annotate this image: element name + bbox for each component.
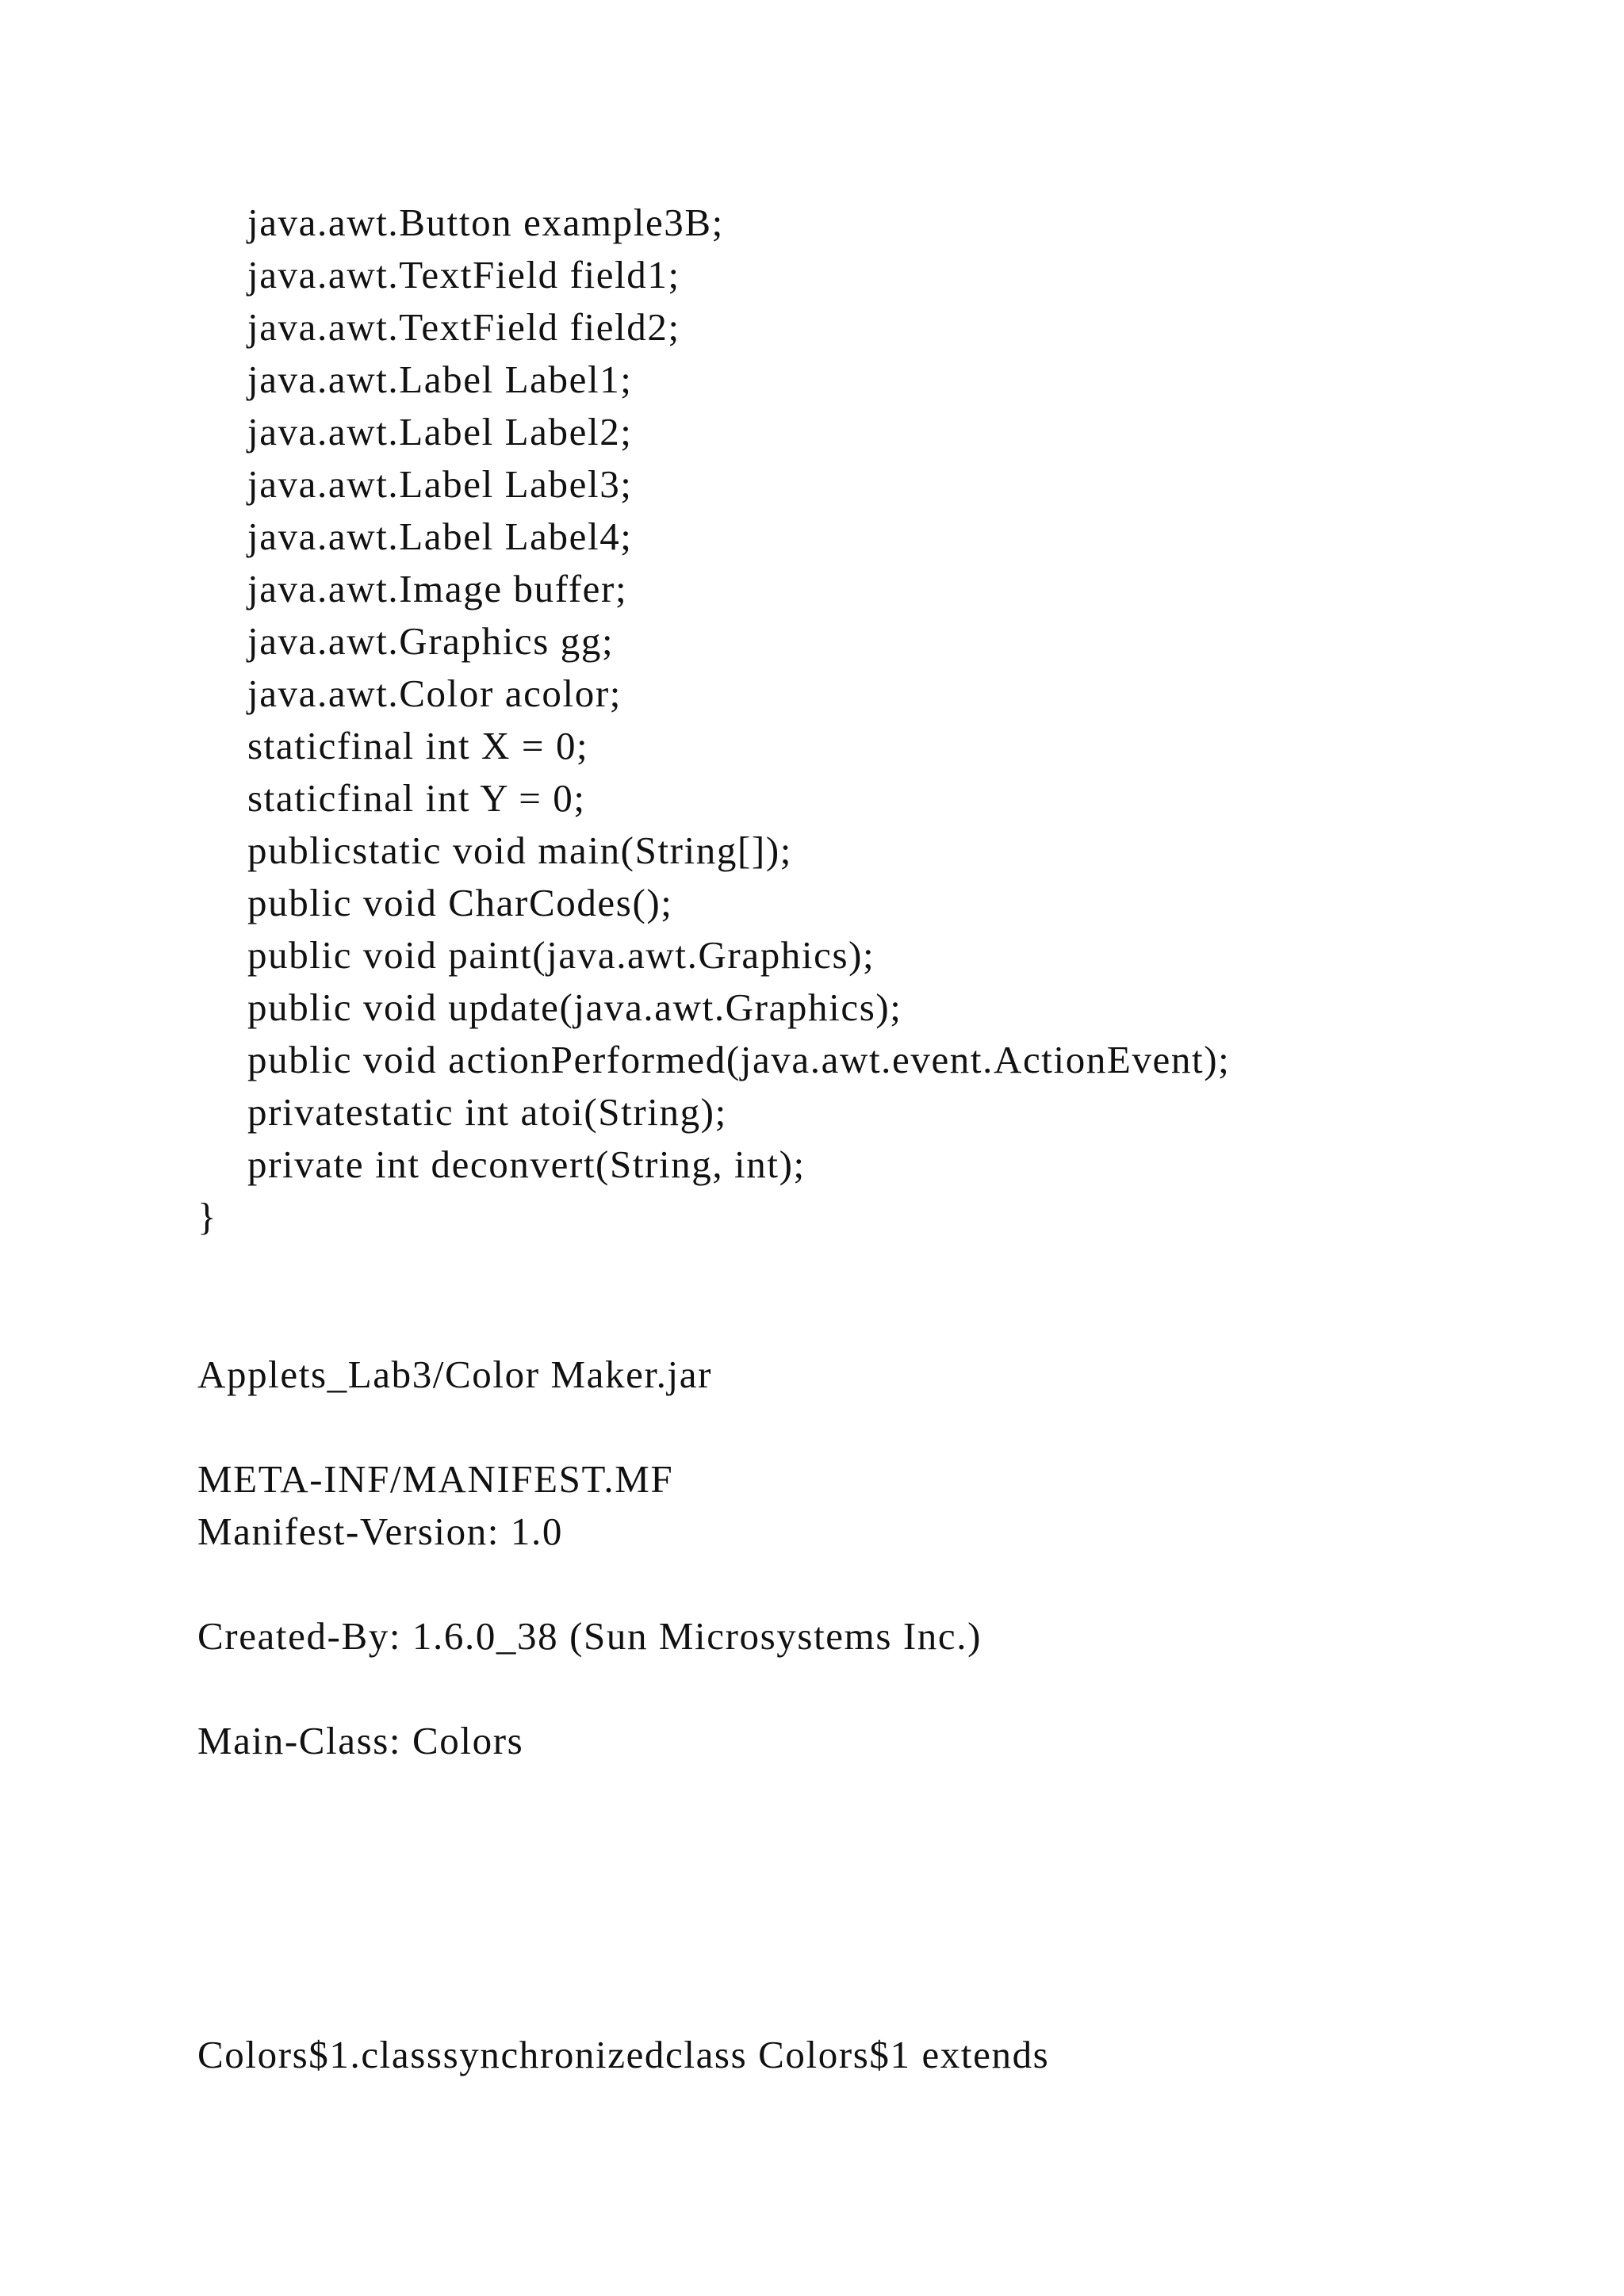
manifest-version: Manifest-Version: 1.0 bbox=[197, 1510, 563, 1553]
code-line: publicstatic void main(String[]); bbox=[247, 828, 792, 872]
closing-brace: } bbox=[197, 1195, 218, 1238]
code-line: public void update(java.awt.Graphics); bbox=[247, 985, 902, 1029]
code-line: public void CharCodes(); bbox=[247, 881, 673, 924]
code-line: java.awt.Button example3B; bbox=[247, 201, 724, 244]
code-line: staticfinal int X = 0; bbox=[247, 724, 589, 767]
code-line: java.awt.Label Label2; bbox=[247, 410, 633, 453]
code-line: privatestatic int atoi(String); bbox=[247, 1090, 727, 1134]
jar-path: Applets_Lab3/Color Maker.jar bbox=[197, 1353, 712, 1396]
code-line: java.awt.TextField field2; bbox=[247, 305, 680, 349]
code-line: java.awt.Graphics gg; bbox=[247, 619, 615, 663]
code-line: public void actionPerformed(java.awt.event.ActionEvent); bbox=[247, 1038, 1231, 1081]
created-by: Created-By: 1.6.0_38 (Sun Microsystems Inc.) bbox=[197, 1614, 982, 1658]
code-line: java.awt.TextField field1; bbox=[247, 253, 680, 297]
class-declaration: Colors$1.classsynchronizedclass Colors$1 extends bbox=[197, 2033, 1050, 2076]
code-line: java.awt.Image buffer; bbox=[247, 567, 628, 610]
code-line: java.awt.Label Label3; bbox=[247, 462, 633, 506]
code-line: java.awt.Label Label4; bbox=[247, 515, 633, 558]
manifest-path: META-INF/MANIFEST.MF bbox=[197, 1457, 674, 1501]
code-line: java.awt.Color acolor; bbox=[247, 672, 622, 715]
code-line: staticfinal int Y = 0; bbox=[247, 776, 586, 820]
main-class: Main-Class: Colors bbox=[197, 1719, 524, 1762]
code-line: java.awt.Label Label1; bbox=[247, 358, 633, 401]
code-line: public void paint(java.awt.Graphics); bbox=[247, 933, 875, 977]
code-line: private int deconvert(String, int); bbox=[247, 1142, 806, 1186]
